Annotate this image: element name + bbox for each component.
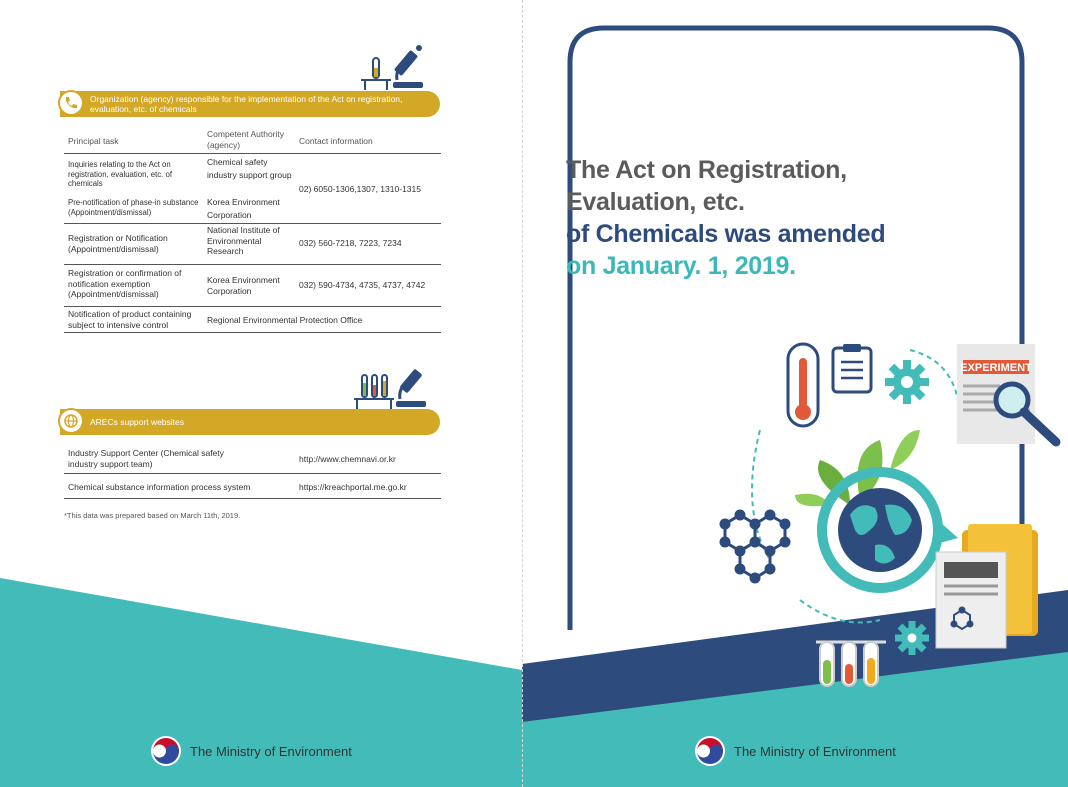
phone-icon [58,90,84,116]
gear-icon [885,360,929,404]
table-row: Registration or confirmation of notification exemption (Appointment/dismissal) Korea Environment Corporation 032) 590-4734, 4735, 4737, 4742 [64,265,441,307]
thermometer-icon [788,344,818,426]
ministry-logo: The Ministry of Environment [694,735,896,767]
website-link[interactable]: http://www.chemnavi.or.kr [299,454,396,464]
ministry-logo: The Ministry of Environment [150,735,352,767]
column-header: Competent Authority (agency) [207,129,285,150]
column-header: Contact information [299,136,373,146]
footnote: *This data was prepared based on March 11th, 2019. [64,511,241,520]
column-header: Principal task [68,136,119,146]
table-header-row [64,127,441,154]
taegeuk-logo-icon [150,735,182,767]
table-row: Chemical substance information process system https://kreachportal.me.go.kr [64,474,441,499]
table-row: Notification of product containing subject to intensive control Regional Environmental Protection Office [64,307,441,333]
website-link[interactable]: https://kreachportal.me.go.kr [299,482,407,492]
globe-icon [58,408,84,434]
chemicals-illustration [700,330,1068,700]
taegeuk-logo-icon [694,735,726,767]
molecule-icon [721,511,789,582]
lab-equipment-icon [352,365,434,411]
page-fold [522,0,523,787]
section-header-organization: Organization (agency) responsible for the implementation of the Act on registration, evaluation, etc. of chemicals [60,91,440,117]
lab-equipment-icon [355,40,435,92]
report-document-icon [936,552,1006,648]
test-tubes-icon [816,642,886,686]
table-row: Industry Support Center (Chemical safety industry support team) http://www.chemnavi.or.kr [64,444,441,474]
table-row: Inquiries relating to the Act on registration, evaluation, etc. of chemicals Pre-notification of phase-in substance (Appointment/dismissal) Chemical safety industry support group Korea Environment Corporation 02) 6050-1306,1307, 1310-1315 [64,154,441,224]
section-header-websites: ARECs support websites [60,409,440,435]
page-title: The Act on Registration, Evaluation, etc. of Chemicals was amended on January. 1, 2019. [566,156,886,280]
table-row: Registration or Notification (Appointment/dismissal) National Institute of Environmental Research 032) 560-7218, 7223, 7234 [64,224,441,265]
gear-icon [895,621,929,655]
clipboard-icon [833,344,871,392]
svg-text:EXPERIMENT: EXPERIMENT [960,362,1032,374]
